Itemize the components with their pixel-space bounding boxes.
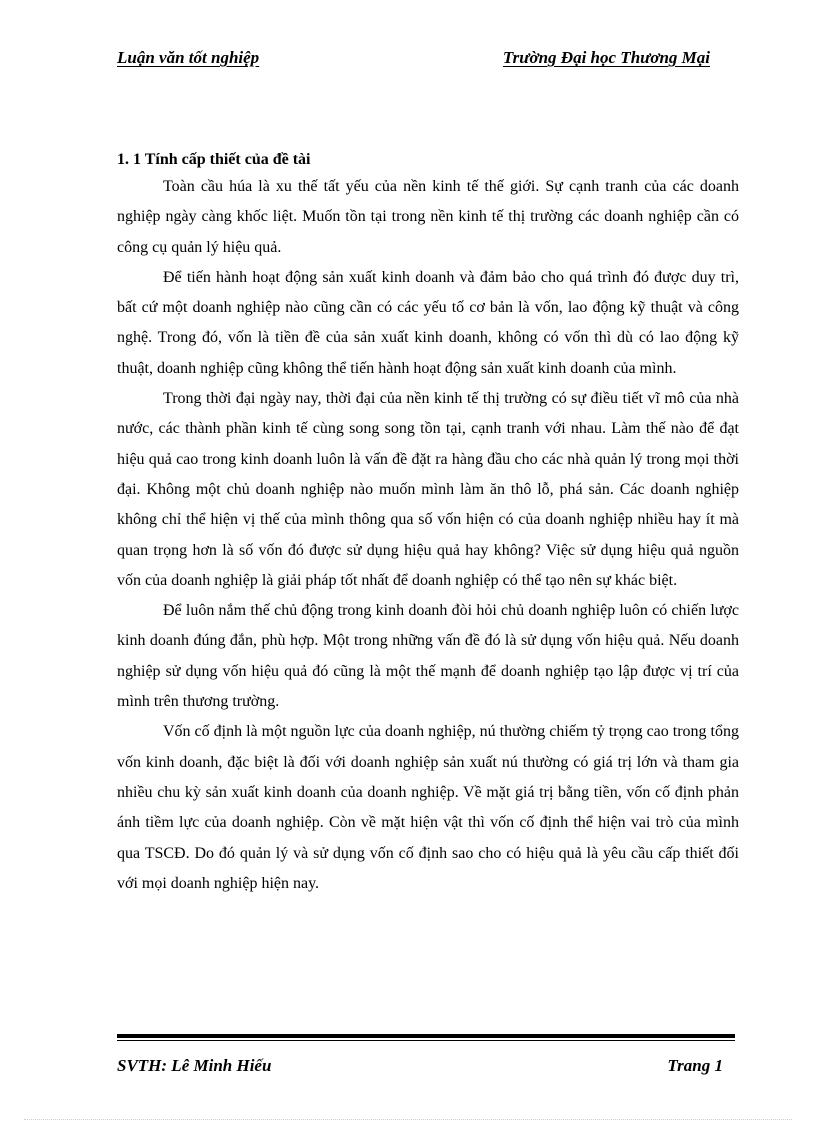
- footer-divider: [117, 1034, 735, 1041]
- paragraph-1: Toàn cầu húa là xu thế tất yếu của nền kinh tế thế giới. Sự cạnh tranh của các doanh nghiệp ngày càng khốc liệt. Muốn tồn tại trong nền kinh tế thị trường các doanh nghiệp cần có công cụ quản lý hiệu quả.: [117, 178, 739, 256]
- header-thesis-label: Luận văn tốt nghiệp: [117, 48, 260, 67]
- paragraph-5: Vốn cố định là một nguồn lực của doanh nghiệp, nú thường chiếm tỷ trọng cao trong tổng vốn kinh doanh, đặc biệt là đối với doanh nghiệp sản xuất nú thường có giá trị lớn và tham gia nhiều chu kỳ sản xuất kinh doanh của doanh nghiệp. Về mặt giá trị bằng tiền, vốn cố định phản ánh tiềm lực của doanh nghiệp. Còn về mặt hiện vật thì vốn cố định thể hiện vai trò của mình qua TSCĐ. Do đó quản lý và sử dụng vốn cố định sao cho có hiệu quả là yêu cầu cấp thiết đối với mọi doanh nghiệp hiện nay.: [117, 723, 739, 892]
- header-university-name: Trường Đại học Thương Mại: [502, 48, 710, 67]
- page-boundary: [24, 1119, 792, 1120]
- footer-page-number: Trang 1: [667, 1056, 723, 1075]
- footer-rule-thin: [117, 1040, 735, 1041]
- paragraph-3: Trong thời đại ngày nay, thời đại của nền kinh tế thị trường có sự điều tiết vĩ mô của nhà nước, các thành phần kinh tế cùng song song tồn tại, cạnh tranh với nhau. Làm thế nào để đạt hiệu quả cao trong kinh doanh luôn là vấn đề đặt ra hàng đầu cho các nhà quản lý trong mọi thời đại. Không một chủ doanh nghiệp nào muốn mình làm ăn thô lỗ, phá sản. Các doanh nghiệp không chỉ thể hiện vị thế của mình thông qua số vốn hiện có của doanh nghiệp nhiều hay ít mà quan trọng hơn là số vốn đó được sử dụng hiệu quả hay không? Việc sử dụng hiệu quả nguồn vốn của doanh nghiệp là giải pháp tốt nhất để doanh nghiệp có thể tạo nên sự khác biệt.: [117, 390, 739, 589]
- section-heading: 1. 1 Tính cấp thiết của đề tài: [117, 151, 311, 168]
- paragraph-4: Để luôn nắm thế chủ động trong kinh doanh đòi hỏi chủ doanh nghiệp luôn có chiến lược kinh doanh đúng đắn, phù hợp. Một trong những vấn đề đó là sử dụng vốn hiệu quả. Nếu doanh nghiệp sử dụng vốn hiệu quả đó cũng là một thế mạnh để doanh nghiệp tạo lập được vị trí của mình trên thương trường.: [117, 602, 739, 711]
- document-body: [117, 148, 739, 899]
- page-header: [117, 48, 710, 72]
- footer-student-name: SVTH: Lê Minh Hiếu: [117, 1056, 272, 1075]
- paragraph-2: Để tiến hành hoạt động sản xuất kinh doanh và đảm bảo cho quá trình đó được duy trì, bất cứ một doanh nghiệp nào cũng cần có các yếu tố cơ bản là vốn, lao động kỹ thuật và công nghệ. Trong đó, vốn là tiền đề của sản xuất kinh doanh, không có vốn thì dù có lao động kỹ thuật, doanh nghiệp cũng không thể tiến hành hoạt động sản xuất kinh doanh của mình.: [117, 268, 739, 377]
- page-footer: [117, 1056, 723, 1080]
